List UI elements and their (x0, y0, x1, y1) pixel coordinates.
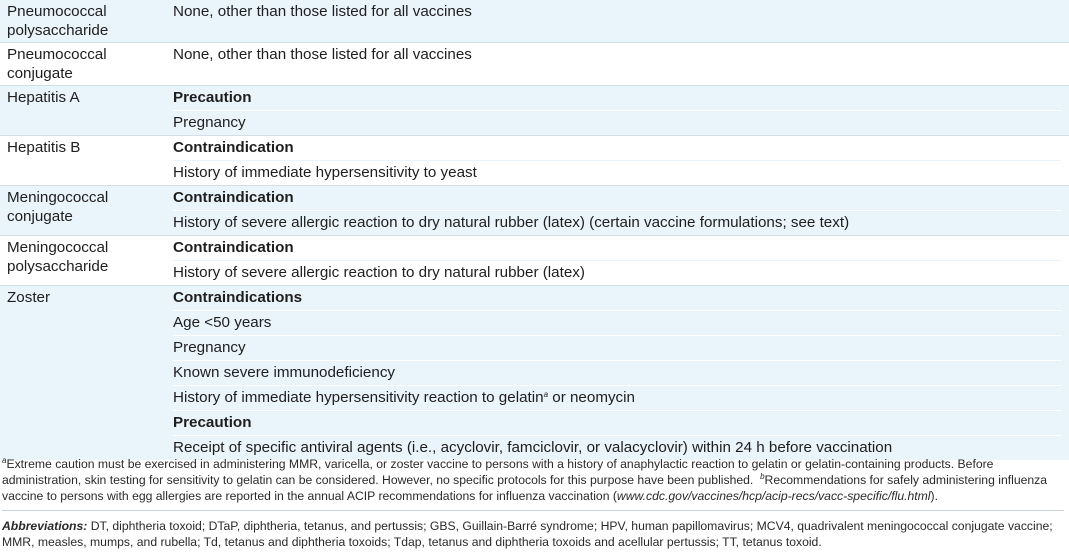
abbreviations-label: Abbreviations: (2, 519, 88, 533)
footnote-b-text: Recommendations for safely administering influenza vaccine to persons with egg allergies are reported in the annual ACIP recommendations for influenza vaccination ( (2, 473, 1048, 503)
contraindication-cell (166, 86, 1069, 136)
vaccine-name-cell (0, 136, 166, 186)
line-text: History of severe allergic reaction to dry natural rubber (latex) (173, 264, 585, 281)
contraindication-item (173, 385, 1061, 410)
line-text: History of immediate hypersensitivity to yeast (173, 164, 477, 181)
vaccine-name: Hepatitis A (7, 89, 80, 106)
contraindication-heading (173, 136, 1061, 160)
contraindication-cell (166, 286, 1069, 461)
line-text: Precaution (173, 89, 252, 106)
contraindication-heading (173, 286, 1061, 310)
contraindication-item (173, 210, 1061, 235)
table-row (0, 286, 1069, 461)
vaccine-name: Pneumococcal polysaccharide (7, 3, 109, 39)
contraindication-heading (173, 86, 1061, 110)
vaccine-name-cell (0, 86, 166, 136)
contraindication-item (173, 260, 1061, 285)
contraindication-item (173, 360, 1061, 385)
table-row (0, 43, 1069, 86)
line-text: Pregnancy (173, 339, 246, 356)
vaccine-name: Zoster (7, 289, 51, 306)
table-row (0, 236, 1069, 286)
line-text: None, other than those listed for all vaccines (173, 46, 472, 63)
table-notes (0, 456, 1064, 550)
line-text: Contraindication (173, 189, 294, 206)
vaccine-name-cell (0, 236, 166, 286)
line-text: Age <50 years (173, 314, 272, 331)
line-text: Contraindications (173, 289, 303, 306)
footnote-a-marker: a (2, 456, 7, 465)
contraindication-cell (166, 186, 1069, 236)
line-text: Precaution (173, 414, 252, 431)
abbreviations-text: DT, diphtheria toxoid; DTaP, diphtheria, tetanus, and pertussis; GBS, Guillain-Barré syndrome; HPV, human papillomavirus; MCV4, quadrivalent meningococcal conjugate vaccine; MMR, measles, mumps, and rubella; Td, tetanus and diphtheria toxoids; Tdap, tetanus and diphtheria toxoids and acellular pertussis; TT, tetanus toxoid. (2, 519, 1053, 549)
contraindication-item (173, 0, 1061, 24)
contraindication-cell (166, 43, 1069, 86)
footnote-a-text: Extreme caution must be exercised in administering MMR, varicella, or zoster vaccine to persons with a history of anaphylactic reaction to gelatin or gelatin-containing products. Before administration, skin testing for sensitivity to gelatin can be considered. However, no specific protocols for this purpose have been published. (2, 457, 994, 487)
vaccine-name: Meningococcal conjugate (7, 189, 109, 225)
contraindication-heading (173, 236, 1061, 260)
line-text: Contraindication (173, 139, 294, 156)
table-row (0, 86, 1069, 136)
contraindication-heading (173, 186, 1061, 210)
line-text: Contraindication (173, 239, 294, 256)
line-text: History of severe allergic reaction to dry natural rubber (latex) (certain vaccine formulations; see text) (173, 214, 850, 231)
vaccine-name: Pneumococcal conjugate (7, 46, 107, 82)
footnote-b-link[interactable]: www.cdc.gov/vaccines/hcp/acip-recs/vacc-specific/flu.html (616, 489, 931, 503)
line-text: History of immediate hypersensitivity reaction to gelatin (173, 389, 544, 406)
footnote-ref: a (543, 390, 549, 399)
footnote-a (2, 456, 1064, 504)
contraindication-item (173, 335, 1061, 360)
contraindication-item (173, 110, 1061, 135)
table-row (0, 136, 1069, 186)
contraindication-cell (166, 236, 1069, 286)
contraindication-cell (166, 136, 1069, 186)
vaccine-name-cell (0, 286, 166, 461)
abbreviations (2, 510, 1064, 550)
vaccine-name-cell (0, 43, 166, 86)
table-row (0, 0, 1069, 43)
vaccine-name: Meningococcal polysaccharide (7, 239, 109, 275)
vaccine-name-cell (0, 0, 166, 43)
line-text: Known severe immunodeficiency (173, 364, 396, 381)
contraindication-heading (173, 410, 1061, 435)
contraindication-cell (166, 0, 1069, 43)
line-text: Pregnancy (173, 114, 246, 131)
footnote-b-marker: b (760, 472, 765, 481)
line-text-continued: or neomycin (548, 389, 635, 406)
footnote-b-end: ). (930, 489, 938, 503)
contraindication-item (173, 43, 1061, 67)
contraindication-item (173, 160, 1061, 185)
contraindication-item (173, 310, 1061, 335)
line-text: Receipt of specific antiviral agents (i.e., acyclovir, famciclovir, or valacyclovir) within 24 h before vaccination (173, 439, 893, 456)
table-row (0, 186, 1069, 236)
vaccine-name: Hepatitis B (7, 139, 81, 156)
vaccine-name-cell (0, 186, 166, 236)
line-text: None, other than those listed for all vaccines (173, 3, 472, 20)
